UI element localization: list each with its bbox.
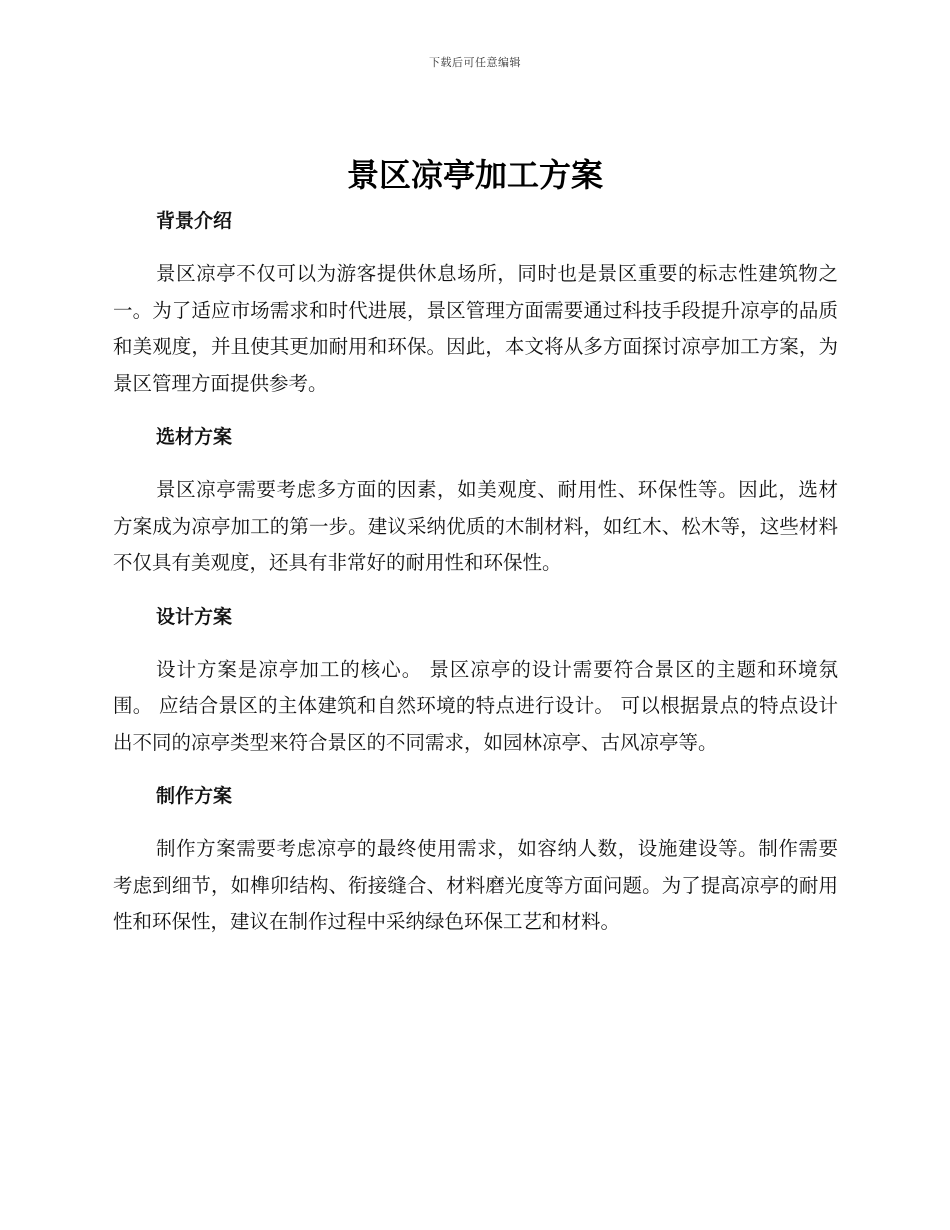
document-content	[113, 204, 838, 959]
section-background	[113, 204, 838, 402]
section-heading: 选材方案	[156, 426, 233, 448]
section-paragraph: 制作方案需要考虑凉亭的最终使用需求，如容纳人数，设施建设等。制作需要考虑到细节，如榫卯结构、衔接缝合、材料磨光度等方面问题。为了提高凉亭的耐用性和环保性，建议在制作过程中采纳绿色环保工艺和材料。	[113, 837, 838, 933]
section-paragraph: 景区凉亭不仅可以为游客提供休息场所，同时也是景区重要的标志性建筑物之一。为了适应市场需求和时代进展，景区管理方面需要通过科技手段提升凉亭的品质和美观度，并且使其更加耐用和环保。因此，本文将从多方面探讨凉亭加工方案，为景区管理方面提供参考。	[113, 262, 838, 395]
page-header: 下载后可任意编辑	[429, 56, 521, 69]
section-heading: 背景介绍	[156, 210, 233, 232]
section-paragraph: 设计方案是凉亭加工的核心。 景区凉亭的设计需要符合景区的主题和环境氛围。 应结合景区的主体建筑和自然环境的特点进行设计。 可以根据景点的特点设计出不同的凉亭类型来符合景区的不同需求，如园林凉亭、古风凉亭等。	[113, 657, 838, 754]
section-production	[113, 779, 838, 941]
document-title: 景区凉亭加工方案	[346, 156, 603, 194]
section-heading: 设计方案	[156, 605, 233, 628]
section-paragraph: 景区凉亭需要考虑多方面的因素，如美观度、耐用性、环保性等。因此，选材方案成为凉亭加工的第一步。建议采纳优质的木制材料，如红木、松木等，这些材料不仅具有美观度，还具有非常好的耐用性和环保性。	[113, 478, 838, 574]
section-design	[113, 600, 838, 762]
section-material	[113, 420, 838, 582]
section-heading: 制作方案	[156, 785, 233, 807]
